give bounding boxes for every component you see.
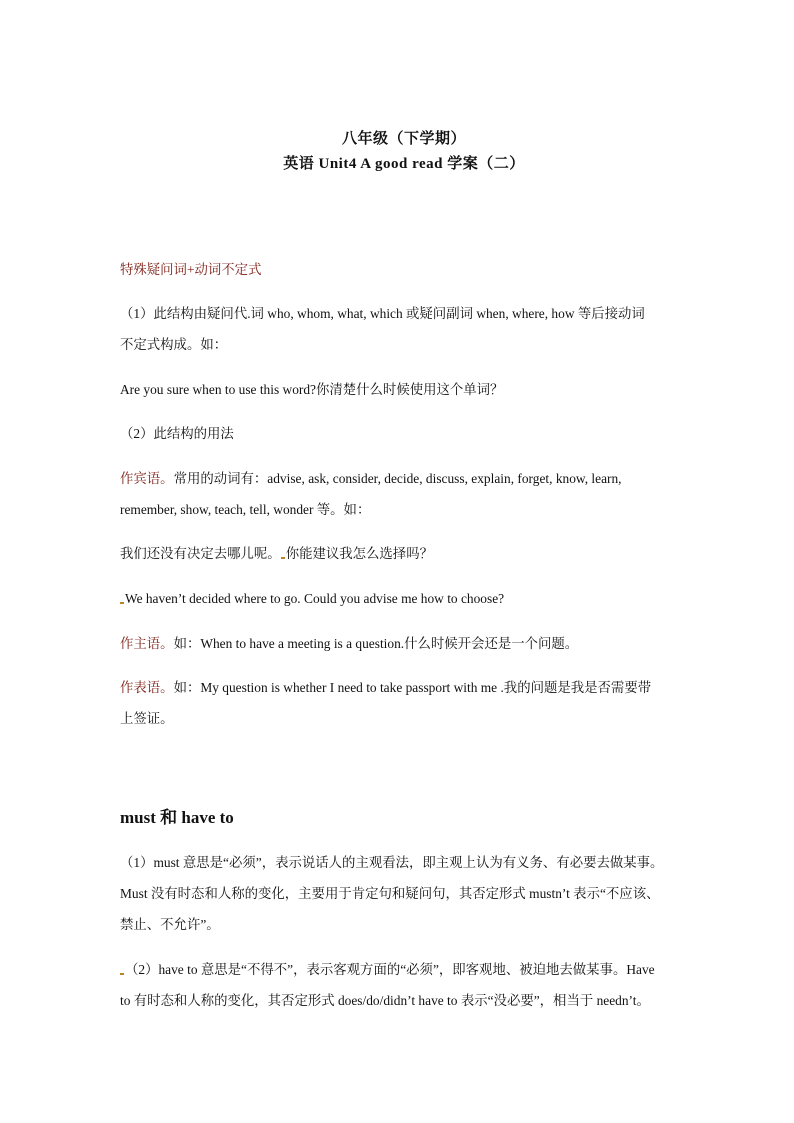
paragraph-line: （2）此结构的用法 xyxy=(120,426,234,441)
edit-mark xyxy=(281,557,285,559)
usage-predicative-line xyxy=(120,678,690,698)
usage-label-object: 作宾语。 xyxy=(120,471,174,486)
usage-label-predicative: 作表语。 xyxy=(120,680,174,695)
edit-mark xyxy=(120,973,124,975)
usage-text: 常用的动词有：advise, ask, consider, decide, discuss, explain, forget, know, learn, xyxy=(173,471,622,486)
usage-subject-line xyxy=(120,634,690,654)
page-title: 八年级（下学期） xyxy=(341,131,466,147)
usage-object-line xyxy=(120,469,690,489)
paragraph-line: （1）must 意思是“必须”，表示说话人的主观看法，即主观上认为有义务、有必要去做某事。 xyxy=(120,855,664,870)
paragraph-line: （1）此结构由疑问代.词 who, whom, what, which 或疑问副词 when, where, how 等后接动词 xyxy=(120,306,645,321)
paragraph-line: 上签证。 xyxy=(120,711,174,726)
usage-label-subject: 作主语。 xyxy=(120,636,174,651)
section-heading-infinitive: 特殊疑问词+动词不定式 xyxy=(120,262,262,277)
paragraph-line: to 有时态和人称的变化，其否定形式 does/do/didn’t have to 表示“没必要”，相当于 needn’t。 xyxy=(120,993,650,1008)
example-sentence-cn xyxy=(120,544,690,564)
example-text: 你能建议我怎么选择吗？ xyxy=(285,546,433,561)
paragraph-line: 禁止、不允许”。 xyxy=(120,917,220,932)
usage-text: 如：When to have a meeting is a question.什么时候开会还是一个问题。 xyxy=(173,636,579,651)
paragraph-line: Must 没有时态和人称的变化，主要用于肯定句和疑问句，其否定形式 mustn’t 表示“不应该、 xyxy=(120,886,660,901)
page-subtitle: 英语 Unit4 A good read 学案（二） xyxy=(283,156,525,172)
edit-mark xyxy=(120,602,124,604)
example-sentence-en xyxy=(120,589,690,609)
section-heading-must: must 和 have to xyxy=(120,808,234,827)
paragraph-line xyxy=(120,960,690,980)
example-text: We haven’t decided where to go. Could you advise me how to choose? xyxy=(125,591,505,606)
paragraph-text: （2）have to 意思是“不得不”，表示客观方面的“必须”，即客观地、被迫地去做某事。Have xyxy=(125,962,655,977)
example-sentence: Are you sure when to use this word?你清楚什么时候使用这个单词？ xyxy=(120,382,504,397)
paragraph-line: remember, show, teach, tell, wonder 等。如： xyxy=(120,502,371,517)
example-text: 我们还没有决定去哪儿呢。 xyxy=(120,546,281,561)
paragraph-line: 不定式构成。如： xyxy=(120,337,228,352)
usage-text: 如：My question is whether I need to take passport with me .我的问题是我是否需要带 xyxy=(173,680,652,695)
